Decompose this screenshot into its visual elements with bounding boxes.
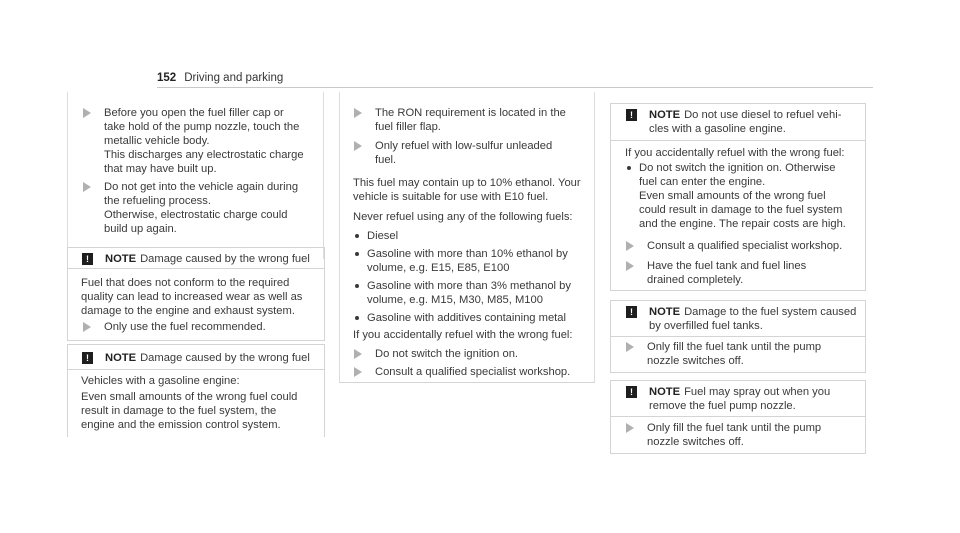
note-separator: [610, 140, 865, 141]
step-arrow-icon: [353, 366, 363, 378]
paragraph: This fuel may contain up to 10% ethanol. Your vehicle is suitable for use with E10 fuel.: [353, 177, 581, 203]
col2-bottom-rule: [339, 382, 595, 383]
list-item: Diesel: [353, 229, 593, 243]
step-arrow-icon: [353, 140, 363, 152]
warning-icon: !: [82, 253, 93, 265]
warning-icon: !: [626, 109, 637, 121]
instruction-step: [625, 259, 883, 287]
note-separator: [610, 336, 865, 337]
step-arrow-icon: [353, 107, 363, 119]
note-text: If you accidentally refuel with the wrong fuel:: [625, 147, 845, 159]
note-bullet-list: [625, 161, 861, 231]
paragraph: Never refuel using any of the following fuels:: [353, 211, 573, 223]
step-text: Have the fuel tank and fuel lines drained completely.: [647, 260, 807, 286]
col2-right-rule: [594, 92, 595, 382]
step-text: Only fill the fuel tank until the pump nozzle switches off.: [647, 422, 822, 448]
note-label: NOTE: [649, 386, 681, 398]
page-number: 152: [157, 72, 177, 84]
note-separator: [610, 416, 865, 417]
note-label: NOTE: [649, 109, 681, 121]
note-text: Even small amounts of the wrong fuel could result in damage to the fuel system, the engine and the emission control system.: [81, 391, 298, 431]
note-label: NOTE: [105, 253, 137, 265]
col1-left-rule: [67, 92, 68, 259]
step-arrow-icon: [625, 240, 635, 252]
note-label: NOTE: [105, 352, 137, 364]
warning-icon: !: [82, 352, 93, 364]
note-separator: [67, 369, 324, 370]
step-text: Before you open the fuel filler cap or take hold of the pump nozzle, touch the metallic vehicle body. This discharges any electrostatic charge that may have built up.: [104, 107, 304, 175]
note-header: [81, 252, 345, 266]
step-arrow-icon: [82, 321, 92, 333]
instruction-step: [625, 340, 883, 368]
note-header: [625, 108, 885, 136]
list-item: Gasoline with additives containing metal: [353, 311, 593, 325]
warning-icon: !: [626, 386, 637, 398]
step-arrow-icon: [625, 260, 635, 272]
note-title: Damage caused by the wrong fuel: [140, 253, 310, 265]
step-text: Only use the fuel recommended.: [104, 321, 266, 333]
step-text: Only fill the fuel tank until the pump nozzle switches off.: [647, 341, 822, 367]
step-text: The RON requirement is located in the fuel filler flap.: [375, 107, 566, 133]
instruction-step: [625, 421, 883, 449]
note-label: NOTE: [649, 306, 681, 318]
instruction-step: [82, 320, 342, 334]
note-text: Fuel that does not conform to the required quality can lead to increased wear as well as damage to the engine and exhaust system.: [81, 277, 303, 317]
header-rule: [157, 87, 873, 88]
note-title: Fuel may spray out when you remove the fuel pump nozzle.: [649, 386, 831, 412]
instruction-step: [353, 365, 613, 379]
list-item: Gasoline with more than 10% ethanol by volume, e.g. E15, E85, E100: [353, 247, 593, 275]
note-header: [81, 351, 345, 365]
note-title: Damage caused by the wrong fuel: [140, 352, 310, 364]
step-arrow-icon: [82, 181, 92, 193]
note-text: Vehicles with a gasoline engine:: [81, 375, 240, 387]
list-item: Do not switch the ignition on. Otherwise fuel can enter the engine. Even small amounts of the wrong fuel could result in damage to the fuel system and the engine. The repair costs are high.: [625, 161, 861, 231]
step-text: Only refuel with low-sulfur unleaded fuel.: [375, 140, 553, 166]
step-arrow-icon: [353, 348, 363, 360]
note-header: [625, 385, 885, 413]
step-text: Consult a qualified specialist workshop.: [647, 240, 843, 252]
page-header: [157, 71, 283, 85]
step-arrow-icon: [625, 341, 635, 353]
fuel-bullet-list: [353, 229, 593, 325]
list-item: Gasoline with more than 3% methanol by volume, e.g. M15, M30, M85, M100: [353, 279, 593, 307]
instruction-step: [353, 106, 613, 134]
note-separator: [67, 268, 324, 269]
instruction-step: [625, 239, 883, 253]
note-title: Damage to the fuel system caused by overfilled fuel tanks.: [649, 306, 857, 332]
warning-icon: !: [626, 306, 637, 318]
instruction-step: [82, 180, 342, 236]
section-title: Driving and parking: [184, 72, 284, 84]
note-header: [625, 305, 885, 333]
step-text: Do not get into the vehicle again during the refueling process. Otherwise, electrostatic charge could build up again.: [104, 181, 299, 235]
instruction-step: [353, 347, 613, 361]
step-text: Do not switch the ignition on.: [375, 348, 519, 360]
col2-left-rule: [339, 92, 340, 382]
step-arrow-icon: [625, 422, 635, 434]
instruction-step: [353, 139, 613, 167]
paragraph: If you accidentally refuel with the wrong fuel:: [353, 329, 573, 341]
instruction-step: [82, 106, 342, 176]
step-text: Consult a qualified specialist workshop.: [375, 366, 571, 378]
step-arrow-icon: [82, 107, 92, 119]
note-title: Do not use diesel to refuel vehi- cles with a gasoline engine.: [649, 109, 842, 135]
